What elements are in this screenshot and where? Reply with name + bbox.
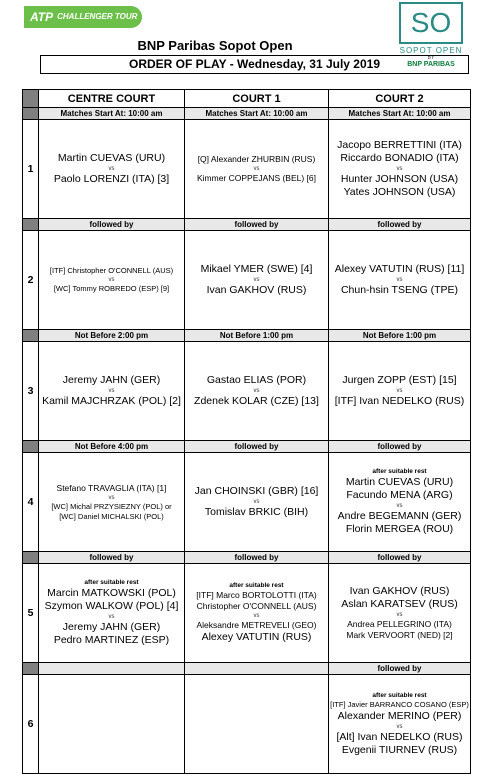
player-name: Kimmer COPPEJANS (BEL) [6] bbox=[196, 173, 317, 183]
band-spacer bbox=[23, 552, 39, 564]
player-name: [ITF] Christopher O'CONNELL (AUS) bbox=[49, 266, 174, 275]
player-name: Ivan GAKHOV (RUS) bbox=[349, 585, 450, 597]
player-name: Jeremy JAHN (GER) bbox=[62, 621, 161, 633]
atp-logo-subtext: CHALLENGER TOUR bbox=[57, 12, 138, 21]
order-of-play-subtitle: ORDER OF PLAY - Wednesday, 31 July 2019 bbox=[40, 55, 469, 74]
match-cell bbox=[185, 675, 329, 774]
time-band-row bbox=[23, 330, 471, 342]
start-time-label: Not Before 1:00 pm bbox=[185, 330, 329, 342]
player-name: Tomislav BRKIC (BIH) bbox=[204, 506, 309, 518]
start-time-label: Matches Start At: 10:00 am bbox=[185, 108, 329, 120]
start-time-label: followed by bbox=[185, 552, 329, 564]
player-name: Martin CUEVAS (URU) bbox=[57, 152, 166, 164]
court-header: COURT 2 bbox=[329, 90, 471, 108]
band-spacer bbox=[23, 663, 39, 675]
player-name: [WC] Daniel MICHALSKI (POL) bbox=[59, 511, 164, 521]
court-header: COURT 1 bbox=[185, 90, 329, 108]
vs-label: vs bbox=[253, 166, 260, 172]
vs-label: vs bbox=[396, 612, 403, 618]
player-name: [ITF] Javier BARRANCO COSANO (ESP) bbox=[330, 699, 469, 709]
time-band-row bbox=[23, 219, 471, 231]
match-row bbox=[23, 120, 471, 219]
player-name: Alexey VATUTIN (RUS) [11] bbox=[334, 263, 465, 275]
atp-logo-text: ATP bbox=[30, 10, 54, 24]
start-time-label: followed by bbox=[329, 219, 471, 231]
start-time-label: followed by bbox=[185, 441, 329, 453]
player-name: Kamil MAJCHRZAK (POL) [2] bbox=[42, 395, 181, 407]
player-name: Ivan GAKHOV (RUS) bbox=[206, 284, 307, 296]
vs-label: vs bbox=[253, 277, 260, 283]
match-cell bbox=[329, 675, 471, 774]
player-name: Evgenii TIURNEV (RUS) bbox=[341, 743, 458, 756]
order-of-play-table bbox=[22, 89, 471, 774]
time-band-row bbox=[23, 108, 471, 120]
match-cell bbox=[329, 342, 471, 441]
match-cell bbox=[39, 120, 185, 219]
player-name: Szymon WALKOW (POL) [4] bbox=[44, 600, 179, 612]
match-cell bbox=[39, 675, 185, 774]
start-time-label: Not Before 4:00 pm bbox=[39, 441, 185, 453]
player-name: Yates JOHNSON (USA) bbox=[343, 186, 456, 198]
sopot-logo-sponsor: BNP PARIBAS bbox=[407, 61, 455, 68]
start-time-label: Not Before 1:00 pm bbox=[329, 330, 471, 342]
vs-label: vs bbox=[396, 723, 403, 730]
match-note: after suitable rest bbox=[229, 582, 284, 589]
match-cell bbox=[329, 453, 471, 552]
player-name: Aleksandre METREVELI (GEO) bbox=[196, 620, 317, 630]
match-number: 4 bbox=[23, 453, 39, 552]
match-cell bbox=[39, 342, 185, 441]
start-time-label: followed by bbox=[39, 552, 185, 564]
match-cell bbox=[39, 453, 185, 552]
vs-label: vs bbox=[396, 388, 403, 394]
player-name: Riccardo BONADIO (ITA) bbox=[340, 152, 459, 164]
start-time-label: followed by bbox=[185, 219, 329, 231]
vs-label: vs bbox=[253, 388, 260, 394]
match-number: 3 bbox=[23, 342, 39, 441]
vs-label: vs bbox=[396, 277, 403, 283]
match-cell bbox=[185, 342, 329, 441]
player-name: Jan CHOINSKI (GBR) [16] bbox=[194, 485, 319, 497]
player-name: Paolo LORENZI (ITA) [3] bbox=[53, 173, 170, 185]
player-name: Chun-hsin TSENG (TPE) bbox=[340, 284, 459, 296]
player-name: Aslan KARATSEV (RUS) bbox=[341, 598, 458, 610]
match-row bbox=[23, 342, 471, 441]
match-row bbox=[23, 231, 471, 330]
player-name: Andre BEGEMANN (GER) bbox=[337, 510, 462, 522]
atp-challenger-logo bbox=[24, 6, 142, 28]
start-time-label: followed by bbox=[329, 552, 471, 564]
player-name: Facundo MENA (ARG) bbox=[346, 489, 453, 501]
player-name: [ITF] Marco BORTOLOTTI (ITA) bbox=[196, 590, 317, 600]
match-cell bbox=[39, 231, 185, 330]
player-name: Jeremy JAHN (GER) bbox=[62, 374, 161, 386]
player-name: Zdenek KOLAR (CZE) [13] bbox=[194, 395, 319, 407]
player-name: [ITF] Ivan NEDELKO (RUS) bbox=[334, 395, 465, 407]
page-title: BNP Paribas Sopot Open bbox=[137, 38, 293, 53]
player-name: Gastao ELIAS (POR) bbox=[206, 374, 307, 386]
player-name: Florin MERGEA (ROU) bbox=[345, 523, 454, 535]
vs-label: vs bbox=[108, 388, 115, 394]
start-time-label: followed by bbox=[329, 441, 471, 453]
match-row bbox=[23, 564, 471, 663]
match-note: after suitable rest bbox=[84, 579, 139, 586]
match-cell bbox=[185, 120, 329, 219]
player-name: Andrea PELLEGRINO (ITA) bbox=[347, 619, 452, 629]
start-time-label: Not Before 2:00 pm bbox=[39, 330, 185, 342]
court-header-row bbox=[23, 90, 471, 108]
player-name: Alexey VATUTIN (RUS) bbox=[201, 631, 312, 643]
time-band-row bbox=[23, 552, 471, 564]
start-time-label: followed by bbox=[39, 219, 185, 231]
player-name: [WC] Tommy ROBREDO (ESP) [9] bbox=[53, 284, 170, 293]
start-time-label: followed by bbox=[329, 663, 471, 675]
match-row bbox=[23, 453, 471, 552]
player-name: [Q] Alexander ZHURBIN (RUS) bbox=[197, 154, 316, 164]
band-spacer bbox=[23, 330, 39, 342]
player-name: Stefano TRAVAGLIA (ITA) [1] bbox=[56, 482, 167, 493]
match-cell bbox=[329, 564, 471, 663]
vs-label: vs bbox=[108, 614, 115, 620]
vs-label: vs bbox=[396, 503, 403, 509]
time-band-row bbox=[23, 441, 471, 453]
court-header: CENTRE COURT bbox=[39, 90, 185, 108]
vs-label: vs bbox=[253, 613, 260, 619]
match-cell bbox=[185, 231, 329, 330]
start-time-label: Matches Start At: 10:00 am bbox=[329, 108, 471, 120]
corner-cell bbox=[23, 90, 39, 108]
match-row bbox=[23, 675, 471, 774]
match-cell bbox=[39, 564, 185, 663]
player-name: Marcin MATKOWSKI (POL) bbox=[47, 587, 176, 599]
start-time-label bbox=[185, 663, 329, 675]
start-time-label bbox=[39, 663, 185, 675]
match-cell bbox=[185, 564, 329, 663]
match-cell bbox=[329, 120, 471, 219]
player-name: Pedro MARTINEZ (ESP) bbox=[53, 634, 170, 646]
match-cell bbox=[329, 231, 471, 330]
player-name: Mikael YMER (SWE) [4] bbox=[200, 263, 313, 275]
band-spacer bbox=[23, 219, 39, 231]
vs-label: vs bbox=[396, 166, 403, 172]
player-name: Jurgen ZOPP (EST) [15] bbox=[342, 374, 457, 386]
match-number: 6 bbox=[23, 675, 39, 774]
match-note: after suitable rest bbox=[372, 468, 427, 475]
player-name: [WC] Michal PRZYSIEZNY (POL) or bbox=[51, 501, 172, 511]
player-name: Alexander MERINO (PER) bbox=[337, 709, 462, 722]
sopot-logo-mark: SO bbox=[399, 2, 463, 44]
sopot-logo-by: BY bbox=[427, 55, 435, 61]
match-cell bbox=[185, 453, 329, 552]
band-spacer bbox=[23, 441, 39, 453]
vs-label: vs bbox=[108, 166, 115, 172]
match-note: after suitable rest bbox=[372, 691, 427, 699]
match-number: 2 bbox=[23, 231, 39, 330]
time-band-row bbox=[23, 663, 471, 675]
vs-label: vs bbox=[108, 277, 115, 283]
band-spacer bbox=[23, 108, 39, 120]
start-time-label: Matches Start At: 10:00 am bbox=[39, 108, 185, 120]
sopot-logo-name: SOPOT OPEN bbox=[399, 46, 463, 55]
player-name: Hunter JOHNSON (USA) bbox=[340, 173, 459, 185]
match-number: 1 bbox=[23, 120, 39, 219]
match-number: 5 bbox=[23, 564, 39, 663]
vs-label: vs bbox=[253, 499, 260, 505]
player-name: [Alt] Ivan NEDELKO (RUS) bbox=[336, 730, 463, 743]
player-name: Mark VERVOORT (NED) [2] bbox=[346, 630, 453, 640]
player-name: Jacopo BERRETTINI (ITA) bbox=[337, 139, 462, 151]
player-name: Martin CUEVAS (URU) bbox=[345, 476, 454, 488]
player-name: Christopher O'CONNELL (AUS) bbox=[196, 601, 317, 611]
vs-label: vs bbox=[108, 494, 115, 501]
